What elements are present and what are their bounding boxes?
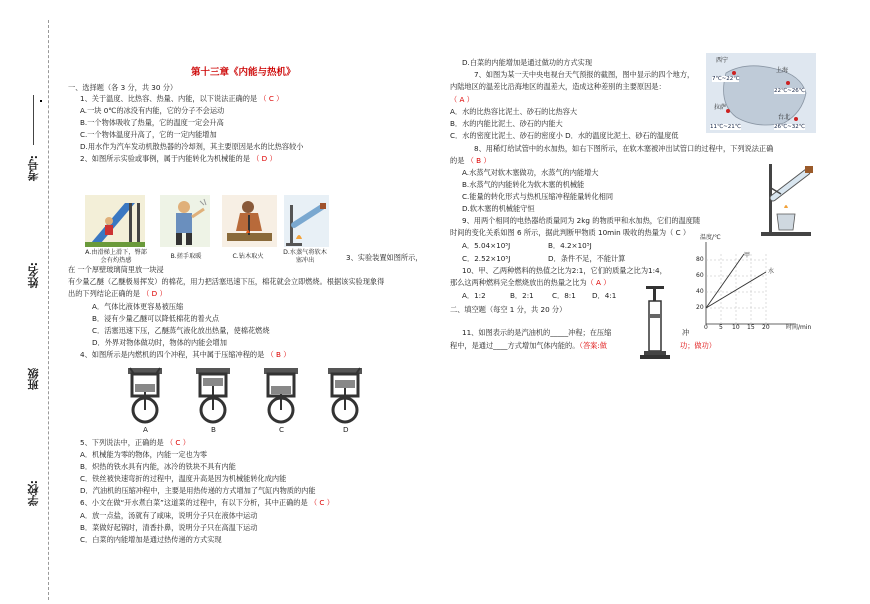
rub-hands-illustration	[160, 195, 210, 247]
graph-xtick-15: 15	[747, 324, 755, 331]
blank-line	[33, 95, 34, 145]
label-banji: 班级	[27, 368, 40, 390]
q4-answer: （ B ）	[266, 350, 291, 359]
map-temp-lasa: 11℃~21℃	[710, 124, 741, 130]
engine-label-b: B	[211, 425, 216, 434]
q6-stem: 6、小文在做“开水煮白菜”这道菜的过程中，有以下分析，其中正确的是 （ C ）	[80, 498, 334, 507]
q6-option-c: C．白菜的内能增加是通过热传递的方式实现	[80, 535, 222, 544]
q3-option-a: A．气体比液体更容易被压缩	[92, 302, 184, 311]
q10-answer: （ A ）	[586, 278, 611, 287]
q9-option-a: A．5.04×10⁵J	[462, 241, 511, 250]
section-fill: 二、填空题（每空 1 分，共 20 分）	[450, 305, 567, 314]
q3-option-d: D．外界对物体做功时，物体的内能会增加	[92, 338, 227, 347]
section-choice: 一、选择题（各 3 分，共 30 分）	[68, 83, 178, 92]
q1-option-a: A.一块 0℃的冰没有内能，它的分子不会运动	[80, 106, 225, 115]
graph-ytick-20: 20	[696, 304, 704, 311]
graph-xtick-10: 10	[732, 324, 740, 331]
graph-xtick-20: 20	[762, 324, 770, 331]
q9-option-c: C．2.52×10⁵J	[462, 254, 511, 263]
engine-stroke-d	[320, 366, 370, 424]
q10-option-a: A．1:2	[462, 291, 486, 300]
q9-option-d: D．条件不足，不能计算	[548, 254, 626, 263]
caption-d: D.水蒸气将软木塞冲出	[283, 249, 327, 264]
q2-answer: （ D ）	[252, 154, 277, 163]
q7-answer: （ A ）	[450, 95, 474, 104]
graph-xtick-5: 5	[719, 324, 723, 331]
label-xuexiao: 学校:	[27, 480, 40, 507]
q1-option-b: B.一个物体吸收了热量，它的温度一定会升高	[80, 118, 224, 127]
q7-option-c: C．水的密度比泥土、砂石的密度小 D．水的温度比泥土、砂石的温度低	[450, 131, 679, 140]
map-temp-shanghai: 22℃~26℃	[774, 88, 805, 94]
heating-apparatus	[755, 158, 821, 238]
graph-ytick-40: 40	[696, 288, 704, 295]
engine-stroke-c	[256, 366, 306, 424]
q8-option-d: D.软木塞的机械能守恒	[462, 204, 535, 213]
q3-stem-4: 出的下列结论正确的是 （ D ）	[68, 289, 167, 298]
binding-divider	[48, 20, 49, 600]
q9-option-b: B．4.2×10⁵J	[548, 241, 592, 250]
q3-option-c: C．活塞迅速下压，乙醚蒸气液化放出热量，使棉花燃烧	[92, 326, 270, 335]
caption-a: A.由滑梯上滑下，臀部会有灼热感	[85, 249, 147, 264]
graph-ytick-80: 80	[696, 256, 704, 263]
q3-stem-3: 有少量乙醚（乙醚极易挥发）的棉花，用力把活塞迅速下压，棉花就会立即燃烧。根据该实验现象得	[68, 277, 385, 286]
q4-stem: 4、如图所示是内燃机的四个冲程，其中属于压缩冲程的是 （ B ）	[80, 350, 291, 359]
graph-line-label-jia: 甲	[744, 252, 751, 259]
q3-stem-1: 3、实验装置如图所示，	[346, 253, 423, 262]
q5-answer: （ C ）	[165, 438, 190, 447]
q9-stem-1: 9、用两个相同的电热器给质量同为 2kg 的物质甲和水加热，它们的温度随	[462, 216, 701, 225]
q10-stem-1: 10、甲、乙两种燃料的热值之比为2:1，它们的质量之比为1:4，	[462, 266, 667, 275]
q10-stem-2: 那么这两种燃料完全燃烧放出的热量之比为（ A ）	[450, 278, 611, 287]
pump-illustration	[640, 284, 670, 364]
graph-ytick-60: 60	[696, 272, 704, 279]
map-city-shanghai: 上海	[776, 67, 789, 74]
q1-option-c: C.一个物体温度升高了，它的一定内能增加	[80, 130, 217, 139]
engine-label-a: A	[143, 425, 148, 434]
graph-xtick-0: 0	[704, 324, 708, 331]
map-temp-xining: 7℃~22℃	[712, 76, 740, 82]
dot-mark	[40, 100, 42, 102]
q7-stem-2: 内陆地区的温差比沿海地区的温差大，造成这种差别的主要原因是：	[450, 82, 666, 91]
page-title: 第十三章《内能与热机》	[191, 67, 296, 78]
q11-stem-1: 11、如图表示的是汽油机的_____冲程；在压缩	[462, 328, 612, 337]
q5-option-c: C．铁丝被快速弯折的过程中，温度升高是因为机械能转化成内能	[80, 474, 287, 483]
q5-stem: 5、下列说法中，正确的是 （ C ）	[80, 438, 190, 447]
q6-option-d: D.白菜的内能增加是通过做功的方式实现	[462, 58, 593, 67]
q11-stem-2: 程中，是通过____方式增加气体内能的。（答案:做	[450, 341, 607, 350]
q1-answer: （ C ）	[259, 94, 284, 103]
q6-answer: （ C ）	[309, 498, 334, 507]
graph-xlabel: 时间/min	[786, 324, 812, 331]
q8-answer: （ B ）	[466, 156, 491, 165]
map-temp-taibei: 26℃~32℃	[774, 124, 805, 130]
q10-option-b: B．2:1	[510, 291, 534, 300]
map-city-xining: 西宁	[716, 57, 729, 64]
graph-line-label-shui: 水	[768, 268, 775, 275]
q9-stem-2: 时间的变化关系如图 6 所示，据此判断甲物质 10min 吸收的热量为（ C ）	[450, 228, 691, 237]
q3-answer: （ D ）	[142, 289, 167, 298]
q7-stem-1: 7、如图为某一天中央电视台天气预报的截图，图中显示的四个地方，	[474, 70, 695, 79]
graph-ylabel: 温度/℃	[700, 234, 721, 241]
q3-stem-2: 在 一个厚壁玻璃筒里放一块浸	[68, 265, 164, 274]
q6-option-a: A．放一点盐，汤就有了咸味，说明分子只在液体中运动	[80, 511, 258, 520]
temperature-time-graph	[686, 232, 811, 332]
q7-option-b: B．水的内能比泥土、砂石的内能大	[450, 119, 563, 128]
map-city-lasa: 拉萨	[714, 104, 727, 111]
q11-answer-1: （答案:做	[579, 341, 607, 350]
q8-stem-2: 的是 （ B ）	[450, 156, 491, 165]
q7-option-a: A．水的比热容比泥土、砂石的比热容大	[450, 107, 578, 116]
label-kaohao: 考号:	[27, 155, 40, 182]
line-jia	[706, 254, 744, 308]
q8-option-a: A.水蒸气对软木塞做功，水蒸气的内能增大	[462, 168, 599, 177]
caption-b: B.搓手取暖	[170, 253, 202, 260]
test-tube-illustration	[284, 195, 329, 247]
engine-label-d: D	[343, 425, 349, 434]
q8-stem-1: 8、用稀灯给试管中的水加热，如右下图所示，在软木塞被冲出试管口的过程中，下列说法正确	[474, 144, 774, 153]
slide-illustration	[85, 195, 145, 247]
q3-option-b: B．浸有少量乙醚可以降低棉花的着火点	[92, 314, 220, 323]
caption-c: C.钻木取火	[232, 253, 264, 260]
q10-option-d: D．4:1	[592, 291, 617, 300]
engine-stroke-b	[188, 366, 238, 424]
q5-option-b: B．炽热的铁水具有内能，冰冷的铁块不具有内能	[80, 462, 236, 471]
q1-stem: 1、关于温度、比热容、热量、内能，以下说法正确的是 （ C ）	[80, 94, 284, 103]
map-city-taibei: 台北	[778, 114, 791, 121]
q8-option-c: C.能量的转化形式与热机压缩冲程能量转化相同	[462, 192, 614, 201]
q10-option-c: C．8:1	[552, 291, 576, 300]
q11-answer-2: 功；做功）	[680, 341, 716, 350]
q1-option-d: D.用水作为汽车发动机散热器的冷却剂，其主要原因是水的比热容较小	[80, 142, 304, 151]
label-xingming: 姓名:	[27, 262, 40, 289]
q8-option-b: B.水蒸气的内能转化为软木塞的机械能	[462, 180, 585, 189]
q11-stem-mid: 冲	[682, 328, 690, 337]
engine-label-c: C	[279, 425, 285, 434]
engine-stroke-a	[120, 366, 170, 424]
q6-option-b: B．菜做好起锅时，清香扑鼻，说明分子只在高温下运动	[80, 523, 258, 532]
q2-stem: 2、如图所示实验或事例，属于内能转化为机械能的是 （ D ）	[80, 154, 277, 163]
drill-fire-illustration	[222, 195, 277, 247]
q5-option-a: A．机械能为零的物体，内能一定也为零	[80, 450, 208, 459]
q5-option-d: D．汽油机的压缩冲程中，主要是用热传递的方式增加了气缸内物质的内能	[80, 486, 316, 495]
